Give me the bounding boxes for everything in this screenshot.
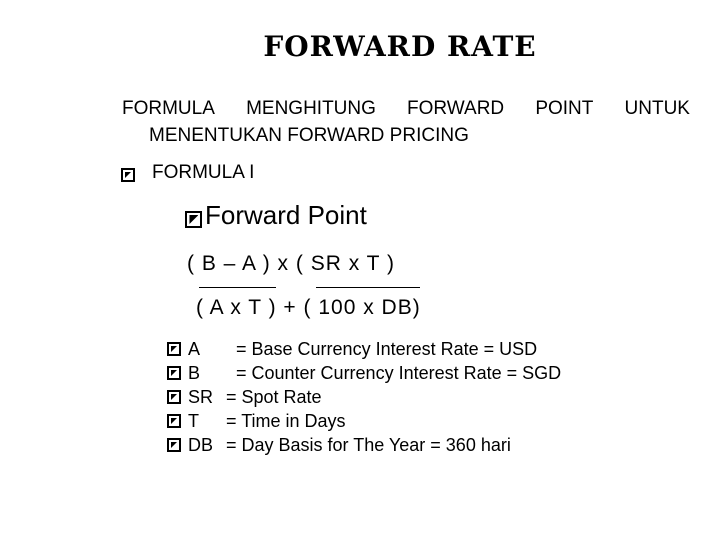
definition-symbol: B xyxy=(188,362,201,383)
formula-heading-word: FORMULA xyxy=(122,98,215,119)
equation-denominator: ( A x T ) + ( 100 x DB) xyxy=(196,296,421,319)
section-label: FORMULA I xyxy=(152,162,255,183)
definition-text: = Counter Currency Interest Rate = SGD xyxy=(226,362,562,383)
formula-heading-word: POINT xyxy=(535,98,594,119)
shadowed-square-bullet-icon xyxy=(167,342,181,356)
formula-heading-word: UNTUK xyxy=(624,98,690,119)
forward-point-title: Forward Point xyxy=(205,200,367,230)
definition-item xyxy=(167,337,561,361)
formula-heading-word: MENGHITUNG xyxy=(246,98,376,119)
definition-symbol: T xyxy=(188,410,199,431)
definition-item xyxy=(167,409,561,433)
formula-heading-line-2: MENENTUKAN FORWARD PRICING xyxy=(149,125,469,146)
definition-item xyxy=(167,385,561,409)
formula-heading-word: FORWARD xyxy=(407,98,505,119)
definition-symbol: A xyxy=(188,338,201,359)
shadowed-square-bullet-icon xyxy=(167,414,181,428)
shadowed-square-bullet-icon xyxy=(185,211,202,228)
definition-item xyxy=(167,361,561,385)
definition-text: = Base Currency Interest Rate = USD xyxy=(226,338,538,359)
equation-numerator: ( B – A ) x ( SR x T ) xyxy=(187,252,395,275)
definition-text: = Spot Rate xyxy=(226,386,322,407)
definitions-list xyxy=(167,337,561,457)
shadowed-square-bullet-icon xyxy=(121,168,135,182)
shadowed-square-bullet-icon xyxy=(167,366,181,380)
shadowed-square-bullet-icon xyxy=(167,390,181,404)
shadowed-square-bullet-icon xyxy=(167,438,181,452)
definition-item xyxy=(167,433,561,457)
definition-text: = Day Basis for The Year = 360 hari xyxy=(226,434,511,455)
formula-heading-line-1 xyxy=(122,98,690,120)
fraction-bar-right xyxy=(316,287,420,288)
definition-text: = Time in Days xyxy=(226,410,346,431)
page-title: FORWARD RATE xyxy=(263,30,537,63)
fraction-bar-left xyxy=(199,287,276,288)
definition-symbol: DB xyxy=(188,434,214,455)
definition-symbol: SR xyxy=(188,386,214,407)
